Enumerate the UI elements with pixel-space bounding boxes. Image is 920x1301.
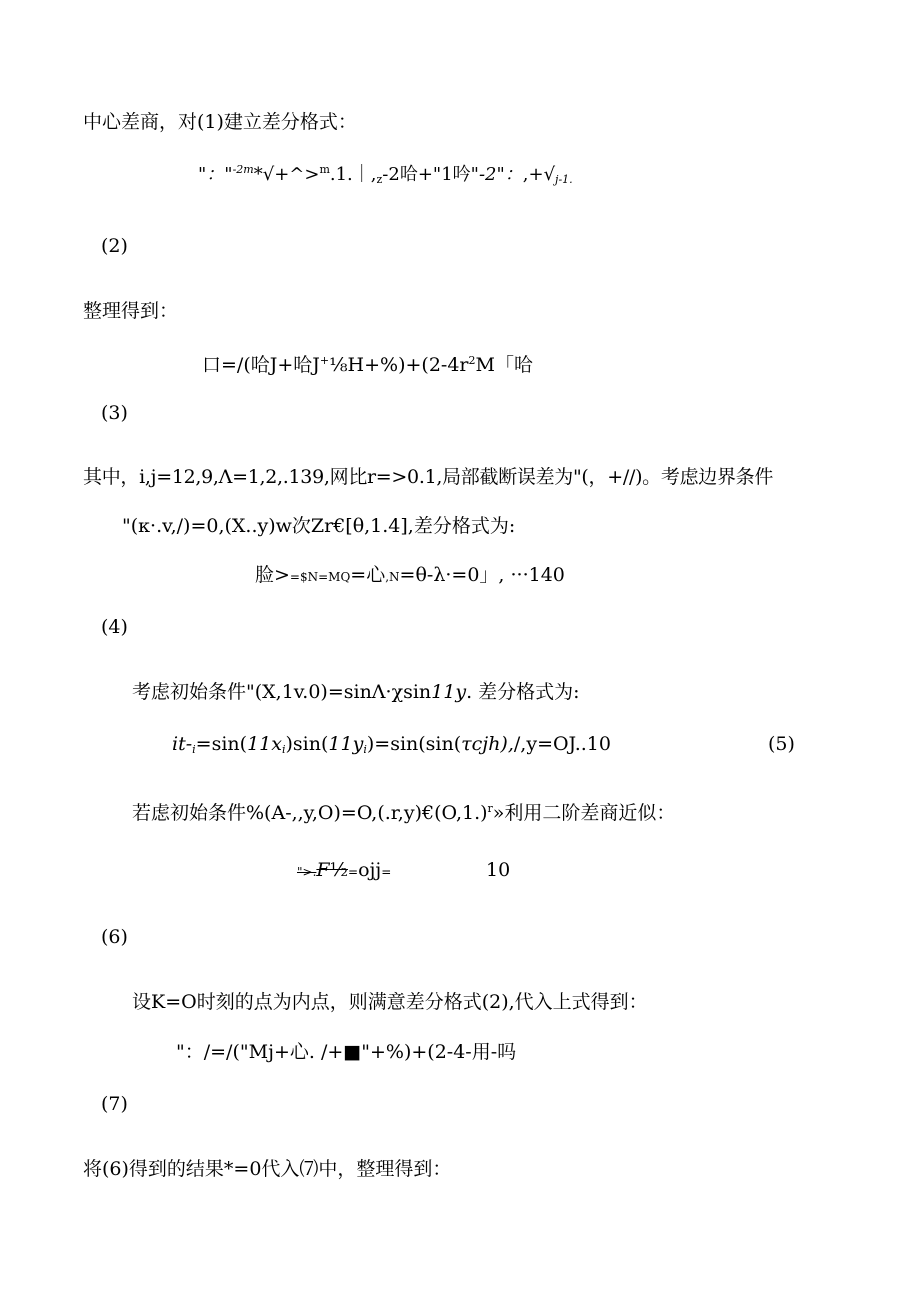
- text-part: . 差分格式为:: [466, 681, 580, 703]
- equation-number-6: (6): [101, 926, 128, 948]
- eq-part: ,+√: [522, 164, 556, 185]
- equation-2: [198, 158, 573, 192]
- eq-part: M「哈: [475, 354, 533, 376]
- eq-part: 11y: [328, 733, 364, 755]
- text-part: »利用二阶差商近似：: [492, 802, 676, 824]
- eq-part: /,y=OJ..10: [513, 733, 611, 755]
- eq-sub: i: [363, 743, 367, 756]
- eq-part: -2哈+"1吟": [382, 164, 479, 185]
- eq-part: ojj: [358, 859, 382, 881]
- eq-part: *√+^>: [253, 164, 320, 185]
- eq-part: τcjh),: [461, 733, 514, 755]
- equation-5: [172, 732, 611, 762]
- eq-part: =sin(: [195, 733, 248, 755]
- eq-sub: =: [348, 865, 359, 879]
- eq-sub: z: [376, 173, 383, 186]
- paragraph-line: 其中，i,j=12,9,Λ=1,2,.139,网比r=>0.1,局部截断误差为"(，+//)。考虑边界条件: [83, 466, 774, 488]
- eq-sup: m: [319, 163, 330, 176]
- eq-part: .1.｜,: [329, 164, 377, 185]
- paragraph-line: [132, 797, 675, 825]
- eq-sup: 2: [468, 354, 476, 367]
- eq-part: -2"：: [478, 164, 523, 185]
- eq-part: 脸>: [255, 564, 290, 586]
- paragraph-line: 设K=O时刻的点为内点，则满意差分格式(2),代入上式得到：: [132, 991, 648, 1013]
- eq-sup: +: [319, 354, 330, 367]
- section-line: 整理得到：: [83, 300, 179, 322]
- eq-part: it-: [172, 733, 193, 755]
- eq-part: =θ-λ·=0」, ···140: [399, 564, 565, 586]
- eq-part: "：": [198, 164, 233, 185]
- eq-part: F: [316, 859, 330, 881]
- eq-sub: i: [192, 743, 196, 756]
- text-sup: r: [487, 802, 493, 815]
- eq-part: =心: [350, 564, 386, 586]
- paragraph-line: "(κ·.v,/)=0,(X..y)w次Zr€[θ,1.4],差分格式为:: [122, 515, 516, 537]
- equation-number-7: (7): [101, 1093, 128, 1115]
- eq-sup: -2m: [232, 163, 254, 176]
- eq-part: )sin(: [285, 733, 329, 755]
- equation-number-5: (5): [768, 733, 795, 755]
- eq-part: ½: [329, 859, 348, 881]
- eq-part: )=sin(sin(: [366, 733, 462, 755]
- equation-number-2: (2): [101, 235, 128, 257]
- equation-3: [202, 349, 533, 377]
- eq-part: 口=/(哈J+哈J: [202, 354, 320, 376]
- eq-sub: j-1.: [555, 173, 573, 186]
- equation-number-3: (3): [101, 402, 128, 424]
- eq-part: 11x: [247, 733, 282, 755]
- paragraph-line: [132, 680, 580, 704]
- text-part: 若虑初始条件%(A-,,y,O)=O,(.r,y)€(O,1.): [132, 802, 488, 824]
- equation-6: [297, 858, 391, 884]
- eq-sub: i: [281, 743, 286, 756]
- eq-sub: ,N: [385, 570, 400, 584]
- eq-sub: =$N=MQ: [289, 570, 351, 584]
- equation-number-4: (4): [101, 616, 128, 638]
- eq-sub: =: [381, 865, 392, 879]
- paragraph-line: 将(6)得到的结果*=0代入⑺中，整理得到：: [83, 1158, 452, 1180]
- equation-6-value: 10: [486, 859, 511, 881]
- text-part: 考虑初始条件"(X,1v.0)=sinΛ·χsin: [132, 681, 432, 703]
- equation-4: [255, 563, 565, 589]
- eq-part: ">.: [297, 865, 317, 879]
- equation-7: "：/=/("Mj+心. /+■"+%)+(2-4-用-吗: [176, 1041, 517, 1063]
- eq-part: ⅛H+%)+(2-4r: [329, 354, 469, 376]
- text-part: 11y: [431, 681, 467, 703]
- intro-line: 中心差商，对(1)建立差分格式：: [83, 111, 357, 133]
